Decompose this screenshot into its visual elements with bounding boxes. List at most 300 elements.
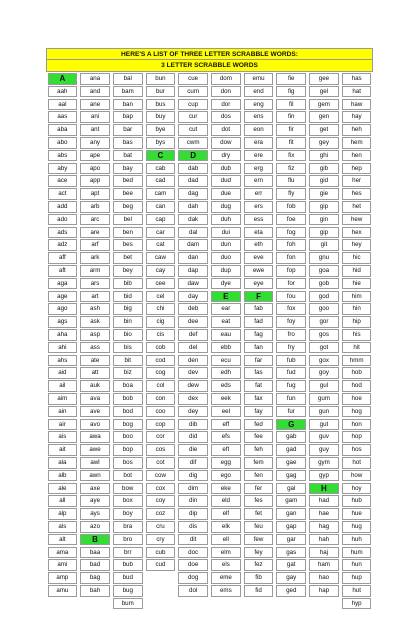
word-cell: alt xyxy=(48,534,78,546)
word-cell: dag xyxy=(178,188,208,200)
word-cell: fib xyxy=(244,572,274,584)
word-cell: gym xyxy=(309,457,339,469)
word-cell: fly xyxy=(276,188,306,200)
word-cell: gen xyxy=(309,111,339,123)
word-column xyxy=(342,73,372,634)
word-cell: eke xyxy=(211,483,241,495)
word-cell: cut xyxy=(178,124,208,136)
word-cell: cru xyxy=(146,521,176,533)
word-cell: hub xyxy=(342,495,372,507)
word-cell: fil xyxy=(276,99,306,111)
word-cell: dog xyxy=(178,572,208,584)
word-cell: den xyxy=(178,355,208,367)
word-cell: cur xyxy=(178,111,208,123)
word-cell: als xyxy=(48,521,78,533)
word-cell: ban xyxy=(113,99,143,111)
word-cell: ewe xyxy=(244,265,274,277)
word-cell: boa xyxy=(113,380,143,392)
word-cell: bos xyxy=(113,457,143,469)
word-cell: ago xyxy=(48,303,78,315)
word-cell: car xyxy=(146,227,176,239)
word-cell: awe xyxy=(80,444,110,456)
word-cell: cry xyxy=(146,534,176,546)
word-cell: dup xyxy=(211,265,241,277)
word-cell: eek xyxy=(211,393,241,405)
word-cell: fie xyxy=(276,73,306,85)
word-cell: haj xyxy=(309,547,339,559)
word-cell: daw xyxy=(178,278,208,290)
word-cell: hon xyxy=(342,419,372,431)
word-cell: hod xyxy=(342,380,372,392)
word-cell: gun xyxy=(309,406,339,418)
word-cell: fem xyxy=(244,457,274,469)
word-cell: boo xyxy=(113,431,143,443)
word-cell: awa xyxy=(80,431,110,443)
word-cell: gee xyxy=(309,73,339,85)
word-cell: ego xyxy=(211,470,241,482)
word-cell: fig xyxy=(276,86,306,98)
word-cell: gag xyxy=(276,470,306,482)
word-cell: bog xyxy=(113,419,143,431)
word-cell: deb xyxy=(178,303,208,315)
word-cell: gor xyxy=(309,316,339,328)
word-cell: bap xyxy=(113,111,143,123)
word-cell: dam xyxy=(178,239,208,251)
word-cell: hoe xyxy=(342,393,372,405)
word-column xyxy=(146,73,176,634)
word-cell: cog xyxy=(146,367,176,379)
word-cell: egg xyxy=(211,457,241,469)
word-cell: dun xyxy=(211,239,241,251)
word-cell: eve xyxy=(244,252,274,264)
word-cell: eta xyxy=(244,227,274,239)
word-cell: ant xyxy=(80,124,110,136)
word-cell: gal xyxy=(276,483,306,495)
word-cell: fur xyxy=(276,406,306,418)
word-cell: goa xyxy=(309,265,339,277)
word-cell: aba xyxy=(48,124,78,136)
word-cell: bes xyxy=(113,239,143,251)
word-cell: hie xyxy=(342,278,372,290)
page-title: HERE'S A LIST OF THREE LETTER SCRABBLE WORDS: xyxy=(46,48,373,60)
word-cell: boy xyxy=(113,508,143,520)
word-cell: bib xyxy=(113,278,143,290)
word-cell: dee xyxy=(178,316,208,328)
word-cell: bio xyxy=(113,329,143,341)
word-cell: bot xyxy=(113,470,143,482)
word-cell: his xyxy=(342,329,372,341)
word-cell: gut xyxy=(309,419,339,431)
word-cell: air xyxy=(48,419,78,431)
word-cell: fix xyxy=(276,150,306,162)
word-cell: got xyxy=(309,342,339,354)
word-cell: ami xyxy=(48,559,78,571)
word-cell: hum xyxy=(342,547,372,559)
section-letter-e: E xyxy=(211,291,241,303)
word-cell: fet xyxy=(244,508,274,520)
word-cell: gat xyxy=(276,559,306,571)
word-cell: cub xyxy=(146,547,176,559)
word-cell: and xyxy=(80,86,110,98)
word-cell: gar xyxy=(276,534,306,546)
word-cell: dap xyxy=(178,265,208,277)
word-cell: hex xyxy=(342,227,372,239)
word-cell: fas xyxy=(244,367,274,379)
word-cell: hug xyxy=(342,521,372,533)
word-cell: het xyxy=(342,201,372,213)
word-cell: hob xyxy=(342,367,372,379)
word-cell: bar xyxy=(113,124,143,136)
word-cell: ern xyxy=(244,175,274,187)
section-letter-b: B xyxy=(80,534,110,546)
word-cell: avo xyxy=(80,419,110,431)
word-cell: bah xyxy=(80,585,110,597)
word-cell: get xyxy=(309,124,339,136)
word-cell: gel xyxy=(309,86,339,98)
word-cell: ani xyxy=(80,111,110,123)
word-cell: cam xyxy=(146,188,176,200)
word-cell: gae xyxy=(276,457,306,469)
word-cell: bro xyxy=(113,534,143,546)
word-cell: gnu xyxy=(309,252,339,264)
word-cell: feu xyxy=(244,521,274,533)
word-cell: gem xyxy=(309,99,339,111)
word-cell: has xyxy=(342,73,372,85)
word-cell: guv xyxy=(309,431,339,443)
word-cell: fop xyxy=(276,265,306,277)
word-cell: eme xyxy=(211,572,241,584)
word-cell: hog xyxy=(342,406,372,418)
word-cell: cis xyxy=(146,329,176,341)
word-cell: hem xyxy=(342,137,372,149)
word-cell: hoy xyxy=(342,483,372,495)
word-cell: hup xyxy=(342,572,372,584)
word-cell: aid xyxy=(48,367,78,379)
word-cell: bys xyxy=(146,137,176,149)
word-cell: cod xyxy=(146,355,176,367)
word-cell: don xyxy=(211,86,241,98)
word-cell: eng xyxy=(244,99,274,111)
word-cell: bet xyxy=(113,252,143,264)
word-cell: cat xyxy=(146,239,176,251)
word-column xyxy=(244,73,274,634)
word-cell: ave xyxy=(80,406,110,418)
word-cell: hes xyxy=(342,188,372,200)
word-cell: flu xyxy=(276,175,306,187)
word-cell: add xyxy=(48,201,78,213)
word-cell: def xyxy=(178,329,208,341)
word-cell: hag xyxy=(309,521,339,533)
word-cell: fog xyxy=(276,227,306,239)
word-cell: fey xyxy=(244,547,274,559)
word-cell: bin xyxy=(113,316,143,328)
word-cell: bod xyxy=(113,406,143,418)
word-cell: die xyxy=(178,444,208,456)
word-cell: cox xyxy=(146,483,176,495)
word-cell: gos xyxy=(309,329,339,341)
word-cell: fed xyxy=(244,419,274,431)
word-cell: dug xyxy=(211,201,241,213)
word-cell: far xyxy=(244,355,274,367)
word-column xyxy=(80,73,110,634)
word-cell: can xyxy=(146,201,176,213)
word-cell: fay xyxy=(244,406,274,418)
word-cell: aah xyxy=(48,86,78,98)
word-cell: dab xyxy=(178,163,208,175)
word-cell: doe xyxy=(178,559,208,571)
word-cell: aha xyxy=(48,329,78,341)
word-column xyxy=(113,73,143,634)
word-cell: few xyxy=(244,534,274,546)
word-cell: bel xyxy=(113,214,143,226)
word-cell: hot xyxy=(342,457,372,469)
word-cell: biz xyxy=(113,367,143,379)
word-cell: ane xyxy=(80,99,110,111)
word-cell: fax xyxy=(244,393,274,405)
word-cell: hic xyxy=(342,252,372,264)
word-cell: cab xyxy=(146,163,176,175)
word-cell: dui xyxy=(211,227,241,239)
word-cell: caw xyxy=(146,252,176,264)
word-cell: edh xyxy=(211,367,241,379)
word-cell: god xyxy=(309,291,339,303)
word-cell: ens xyxy=(244,111,274,123)
word-cell: alp xyxy=(48,508,78,520)
word-cell: ark xyxy=(80,252,110,264)
word-cell: how xyxy=(342,470,372,482)
word-cell: dak xyxy=(178,214,208,226)
word-cell: dub xyxy=(211,163,241,175)
word-cell: hat xyxy=(342,86,372,98)
word-cell: awl xyxy=(80,457,110,469)
word-cell: gum xyxy=(309,393,339,405)
word-cell: dig xyxy=(178,470,208,482)
word-cell: ash xyxy=(80,303,110,315)
word-cell: auk xyxy=(80,380,110,392)
word-cell: aal xyxy=(48,99,78,111)
word-cell: azo xyxy=(80,521,110,533)
word-cell: hop xyxy=(342,431,372,443)
word-cell: ear xyxy=(211,303,241,315)
word-cell: fag xyxy=(244,329,274,341)
word-cell: ebb xyxy=(211,342,241,354)
word-cell: dor xyxy=(211,99,241,111)
word-cell: dif xyxy=(178,457,208,469)
word-cell: duo xyxy=(211,252,241,264)
word-cell: hay xyxy=(342,111,372,123)
word-cell: aby xyxy=(48,163,78,175)
word-cell: buy xyxy=(146,111,176,123)
word-cell: ape xyxy=(80,150,110,162)
word-cell: hew xyxy=(342,214,372,226)
word-cell: elm xyxy=(211,547,241,559)
word-cell: ghi xyxy=(309,150,339,162)
word-cell: ers xyxy=(244,201,274,213)
word-cell: abs xyxy=(48,150,78,162)
word-cell: hun xyxy=(342,559,372,571)
word-cell: del xyxy=(178,342,208,354)
word-cell: dal xyxy=(178,227,208,239)
word-cell: cig xyxy=(146,316,176,328)
word-cell: dip xyxy=(178,508,208,520)
word-cell: cot xyxy=(146,457,176,469)
word-cell: alb xyxy=(48,470,78,482)
word-cell: bit xyxy=(113,355,143,367)
word-cell: aye xyxy=(80,495,110,507)
word-cell: bob xyxy=(113,393,143,405)
word-cell: her xyxy=(342,175,372,187)
word-cell: for xyxy=(276,278,306,290)
word-cell: ems xyxy=(211,585,241,597)
word-cell: eon xyxy=(244,124,274,136)
word-cell: hmm xyxy=(342,355,372,367)
word-cell: hah xyxy=(309,534,339,546)
word-cell: cwm xyxy=(178,137,208,149)
word-cell: bee xyxy=(113,188,143,200)
word-cell: foe xyxy=(276,214,306,226)
word-cell: haw xyxy=(342,99,372,111)
word-cell: era xyxy=(244,137,274,149)
word-cell: asp xyxy=(80,329,110,341)
word-cell: eds xyxy=(211,380,241,392)
word-cell: axe xyxy=(80,483,110,495)
word-cell: apt xyxy=(80,188,110,200)
word-cell: hep xyxy=(342,163,372,175)
word-cell: fab xyxy=(244,303,274,315)
word-cell: aft xyxy=(48,265,78,277)
word-cell: dis xyxy=(178,521,208,533)
word-cell: aff xyxy=(48,252,78,264)
word-cell: him xyxy=(342,291,372,303)
word-cell: dol xyxy=(178,585,208,597)
word-cell: ain xyxy=(48,406,78,418)
word-column xyxy=(178,73,208,634)
word-cell: bat xyxy=(113,150,143,162)
word-cell: are xyxy=(80,227,110,239)
word-cell: eau xyxy=(211,329,241,341)
word-cell: bun xyxy=(146,73,176,85)
word-cell: hue xyxy=(342,508,372,520)
word-cell: eat xyxy=(211,316,241,328)
word-cell: coz xyxy=(146,508,176,520)
word-cell: ait xyxy=(48,444,78,456)
word-cell: chi xyxy=(146,303,176,315)
word-cell: dib xyxy=(178,419,208,431)
word-cell: fob xyxy=(276,201,306,213)
word-cell: gay xyxy=(276,572,306,584)
word-cell: eel xyxy=(211,406,241,418)
word-cell: bal xyxy=(113,73,143,85)
word-cell: bug xyxy=(113,585,143,597)
word-cell: dow xyxy=(211,137,241,149)
word-cell: ags xyxy=(48,316,78,328)
word-cell: eld xyxy=(211,495,241,507)
word-cell: fiz xyxy=(276,163,306,175)
word-cell: fir xyxy=(276,124,306,136)
word-cell: dud xyxy=(211,175,241,187)
word-cell: fad xyxy=(244,316,274,328)
word-cell: ana xyxy=(80,73,110,85)
section-letter-d: D xyxy=(178,150,208,162)
word-cell: bur xyxy=(146,86,176,98)
word-cell: aga xyxy=(48,278,78,290)
word-cell: art xyxy=(80,291,110,303)
word-cell: dim xyxy=(178,483,208,495)
word-cell: gab xyxy=(276,431,306,443)
word-cell: ate xyxy=(80,355,110,367)
word-cell: gyp xyxy=(309,470,339,482)
word-cell: gie xyxy=(309,188,339,200)
word-cell: hos xyxy=(342,444,372,456)
word-cell: hin xyxy=(342,303,372,315)
word-cell: fin xyxy=(276,111,306,123)
word-cell: fez xyxy=(244,559,274,571)
page-subtitle: 3 LETTER SCRABBLE WORDS xyxy=(46,60,373,72)
word-cell: ads xyxy=(48,227,78,239)
word-cell: din xyxy=(178,495,208,507)
word-cell: eth xyxy=(244,239,274,251)
section-letter-a: A xyxy=(48,73,78,85)
word-cell: aim xyxy=(48,393,78,405)
word-cell: hae xyxy=(309,508,339,520)
word-cell: ais xyxy=(48,431,78,443)
word-cell: ars xyxy=(80,278,110,290)
word-cell: gib xyxy=(309,163,339,175)
word-cell: ecu xyxy=(211,355,241,367)
word-cell: dey xyxy=(178,406,208,418)
word-cell: att xyxy=(80,367,110,379)
word-cell: elk xyxy=(211,521,241,533)
word-cell: bas xyxy=(113,137,143,149)
word-cell: gid xyxy=(309,175,339,187)
word-cell: eye xyxy=(244,278,274,290)
word-cell: bud xyxy=(113,572,143,584)
word-cell: goy xyxy=(309,367,339,379)
word-cell: act xyxy=(48,188,78,200)
word-cell: did xyxy=(178,431,208,443)
word-cell: fon xyxy=(276,252,306,264)
word-cell: feh xyxy=(244,444,274,456)
word-cell: eff xyxy=(211,419,241,431)
word-cell: dot xyxy=(211,124,241,136)
word-cell: ass xyxy=(80,342,110,354)
word-cell: foh xyxy=(276,239,306,251)
word-cell: gul xyxy=(309,380,339,392)
word-cell: ahs xyxy=(48,355,78,367)
word-cell: ail xyxy=(48,380,78,392)
word-cell: arf xyxy=(80,239,110,251)
word-cell: gam xyxy=(276,495,306,507)
word-cell: app xyxy=(80,175,110,187)
word-cell: hyp xyxy=(342,598,372,610)
word-cell: apo xyxy=(80,163,110,175)
word-cell: dit xyxy=(178,534,208,546)
word-cell: dad xyxy=(178,175,208,187)
word-cell: fry xyxy=(276,342,306,354)
word-cell: cad xyxy=(146,175,176,187)
word-cell: age xyxy=(48,291,78,303)
word-cell: hey xyxy=(342,239,372,251)
word-cell: day xyxy=(178,291,208,303)
word-cell: col xyxy=(146,380,176,392)
word-cell: doc xyxy=(178,547,208,559)
word-cell: bam xyxy=(113,86,143,98)
word-list-sheet xyxy=(46,48,373,607)
word-cell: fer xyxy=(244,483,274,495)
word-cell: amp xyxy=(48,572,78,584)
word-cell: arc xyxy=(80,214,110,226)
word-cell: abo xyxy=(48,137,78,149)
